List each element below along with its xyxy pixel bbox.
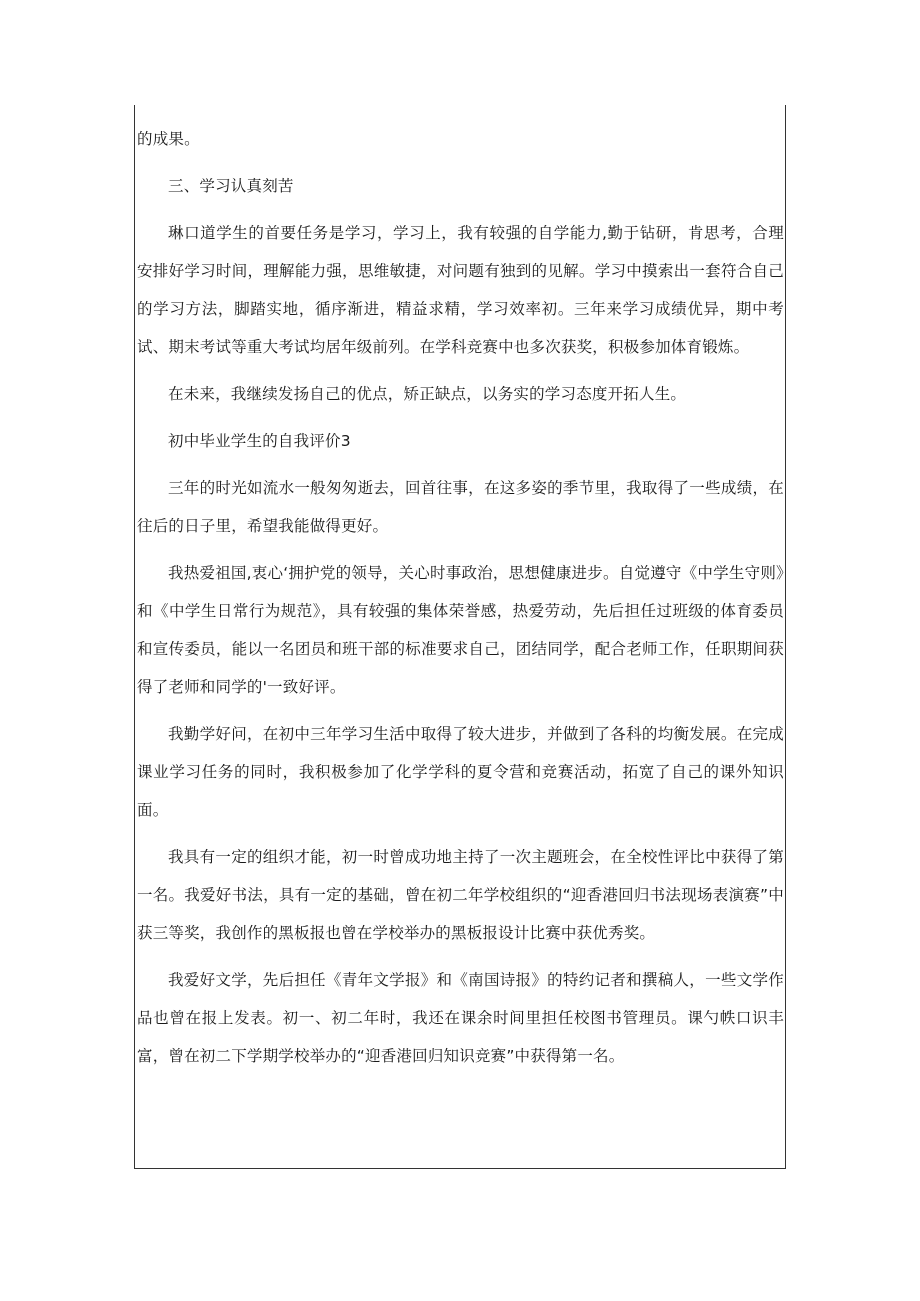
document-body	[137, 120, 784, 1075]
paragraph-literature: 我爱好文学，先后担任《青年文学报》和《南国诗报》的特约记者和撰稿人，一些文学作品也曾在报上发表。初一、初二年时，我还在课余时间里担任校图书管理员。课勺帙口识丰富，曾在初二下学期学校举办的“迎香港回归知识竞赛”中获得第一名。	[137, 971, 784, 1065]
paragraph-organization: 我具有一定的组织才能，初一时曾成功地主持了一次主题班会，在全校性评比中获得了第一名。我爱好书法，具有一定的基础，曾在初二年学校组织的“迎香港回归书法现场表演赛”中获三等奖，我创作的黑板报也曾在学校举办的黑板报设计比赛中获优秀奖。	[137, 848, 784, 942]
paragraph-learning: 我勤学好问，在初中三年学习生活中取得了较大进步，并做到了各科的均衡发展。在完成课业学习任务的同时，我积极参加了化学学科的夏令营和竞赛活动，拓宽了自己的课外知识面。	[137, 725, 784, 819]
paragraph-intro: 三年的时光如流水一般匆匆逝去，回首往事，在这多姿的季节里，我取得了一些成绩，在往后的日子里，希望我能做得更好。	[137, 479, 784, 535]
section-heading: 三、学习认真刻苦	[168, 177, 294, 195]
paragraph-study: 琳口道学生的首要任务是学习，学习上，我有较强的自学能力,勤于钻研，肯思考，合理安排好学习时间，理解能力强，思维敏捷，对问题有独到的见解。学习中摸索出一套符合自己的学习方法，脚踏实地，循序渐进，精益求精，学习效率初。三年来学习成绩优异，期中考试、期末考试等重大考试均居年级前列。在学科竞赛中也多次获奖，积极参加体育锻炼。	[137, 224, 784, 356]
paragraph-future: 在未来，我继续发扬自己的优点，矫正缺点，以务实的学习态度开拓人生。	[168, 385, 687, 403]
paragraph-patriotism: 我热爱祖国,衷心‘拥护党的领导，关心时事政治，思想健康进步。自觉遵守《中学生守则》和《中学生日常行为规范》，具有较强的集体荣誉感，热爱劳动，先后担任过班级的体育委员和宣传委员，能以一名团员和班干部的标准要求自己，团结同学，配合老师工作，任职期间获得了老师和同学的'一致好评。	[137, 564, 784, 696]
paragraph-continuation: 的成果。	[137, 130, 200, 148]
essay-title: 初中毕业学生的自我评价3	[168, 432, 351, 450]
